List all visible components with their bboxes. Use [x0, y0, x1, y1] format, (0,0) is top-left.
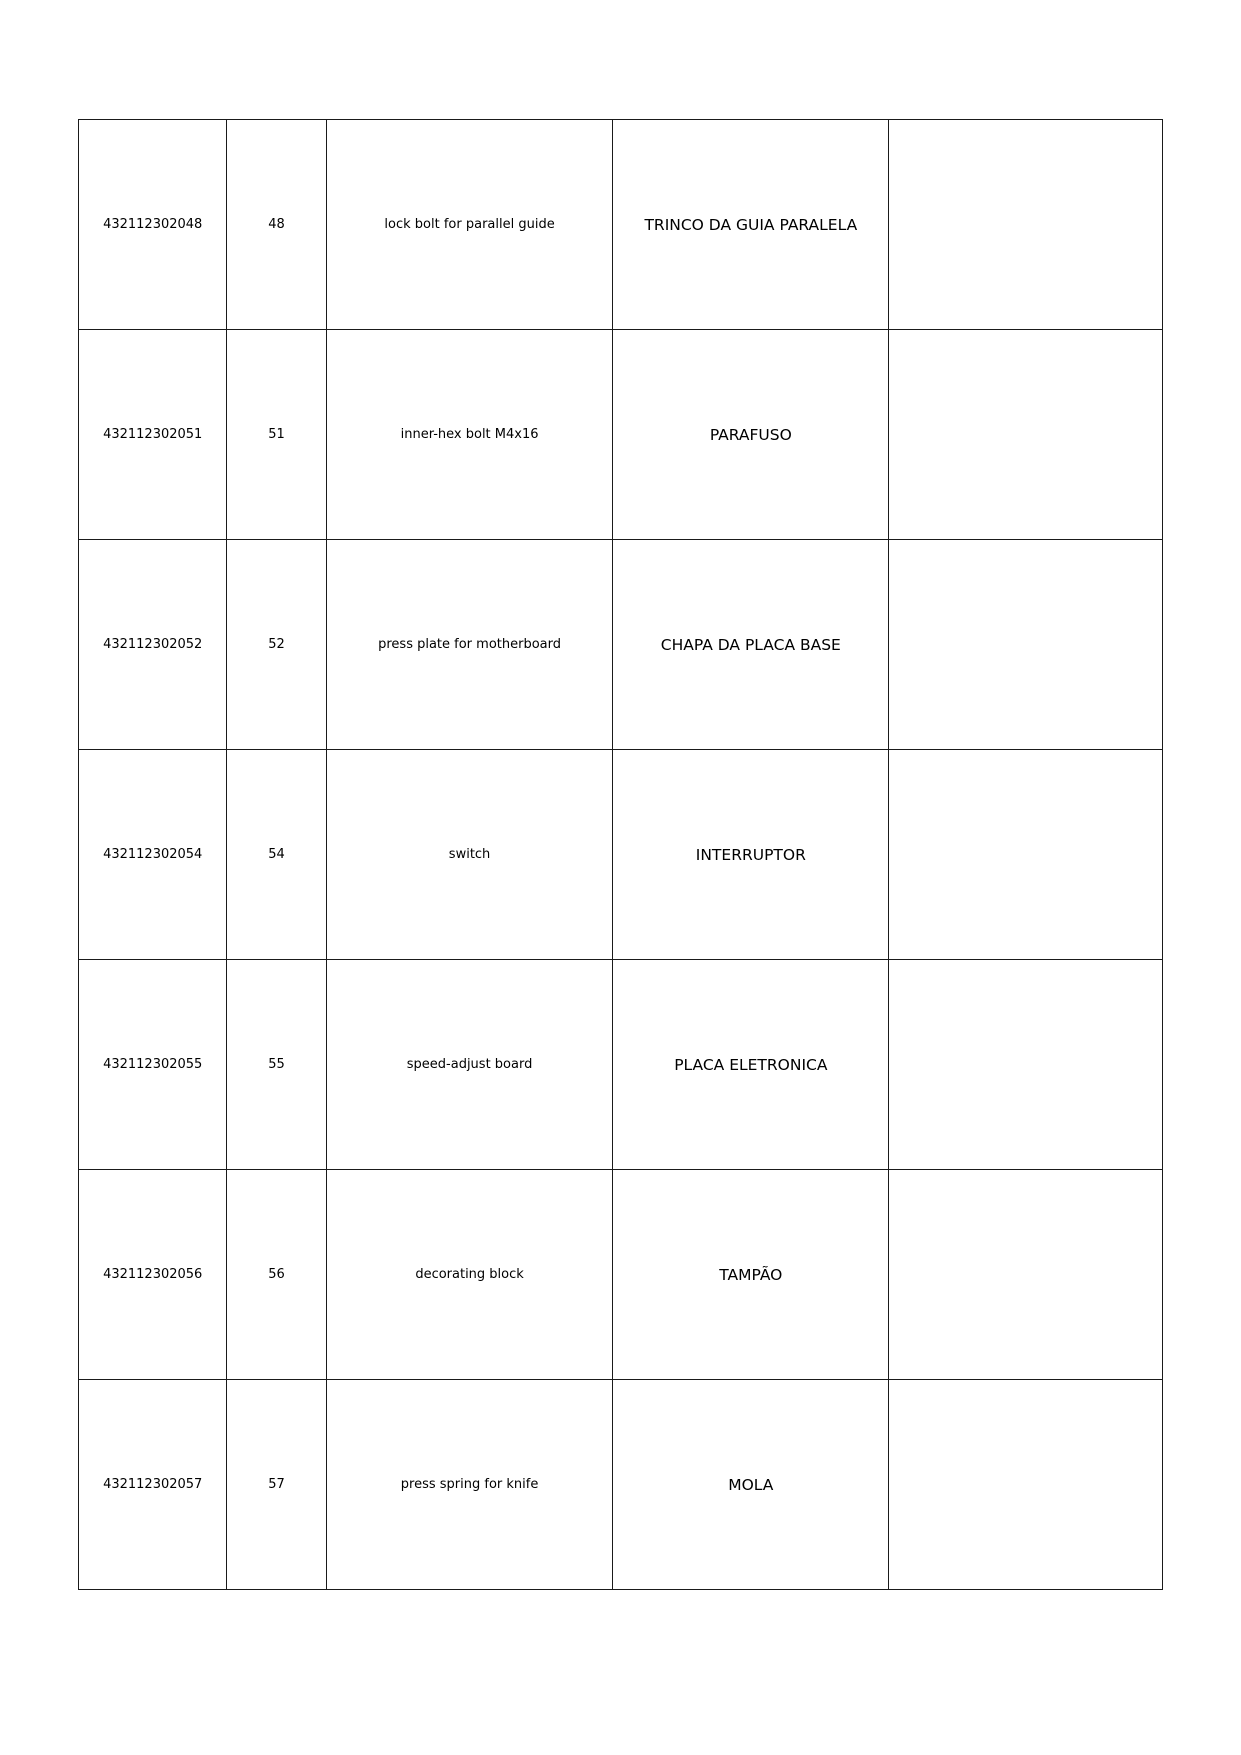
- empty-cell: [889, 540, 1163, 750]
- description-pt: PLACA ELETRONICA: [613, 960, 889, 1170]
- table-row: [79, 330, 1163, 540]
- position-number: 57: [227, 1380, 326, 1590]
- table-row: [79, 960, 1163, 1170]
- description-pt: TRINCO DA GUIA PARALELA: [613, 120, 889, 330]
- description-en: inner-hex bolt M4x16: [326, 330, 613, 540]
- position-number: 48: [227, 120, 326, 330]
- position-number: 51: [227, 330, 326, 540]
- empty-cell: [889, 1170, 1163, 1380]
- part-code: 432112302052: [79, 540, 227, 750]
- part-code: 432112302051: [79, 330, 227, 540]
- description-pt: TAMPÃO: [613, 1170, 889, 1380]
- table-row: [79, 540, 1163, 750]
- part-code: 432112302056: [79, 1170, 227, 1380]
- part-code: 432112302057: [79, 1380, 227, 1590]
- description-en: press spring for knife: [326, 1380, 613, 1590]
- description-pt: CHAPA DA PLACA BASE: [613, 540, 889, 750]
- position-number: 56: [227, 1170, 326, 1380]
- empty-cell: [889, 120, 1163, 330]
- part-code: 432112302048: [79, 120, 227, 330]
- empty-cell: [889, 1380, 1163, 1590]
- empty-cell: [889, 750, 1163, 960]
- empty-cell: [889, 330, 1163, 540]
- table-row: [79, 1380, 1163, 1590]
- part-code: 432112302054: [79, 750, 227, 960]
- description-en: lock bolt for parallel guide: [326, 120, 613, 330]
- position-number: 54: [227, 750, 326, 960]
- parts-table: [78, 119, 1163, 1590]
- description-pt: PARAFUSO: [613, 330, 889, 540]
- table-row: [79, 1170, 1163, 1380]
- table-row: [79, 120, 1163, 330]
- description-en: switch: [326, 750, 613, 960]
- position-number: 55: [227, 960, 326, 1170]
- description-en: decorating block: [326, 1170, 613, 1380]
- description-pt: MOLA: [613, 1380, 889, 1590]
- description-en: speed-adjust board: [326, 960, 613, 1170]
- table-row: [79, 750, 1163, 960]
- description-en: press plate for motherboard: [326, 540, 613, 750]
- empty-cell: [889, 960, 1163, 1170]
- description-pt: INTERRUPTOR: [613, 750, 889, 960]
- part-code: 432112302055: [79, 960, 227, 1170]
- position-number: 52: [227, 540, 326, 750]
